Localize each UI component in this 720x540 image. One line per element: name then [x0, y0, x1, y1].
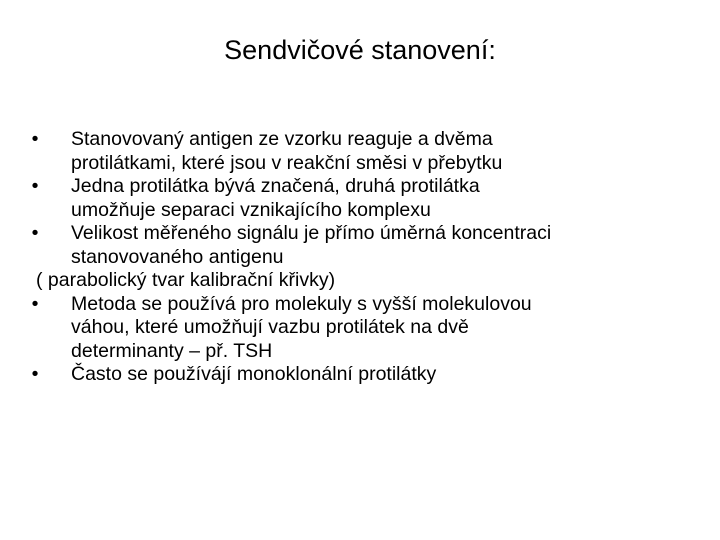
bullet-note: ( parabolický tvar kalibrační křivky): [36, 269, 336, 291]
bullet-line: determinanty – př. TSH: [71, 339, 273, 362]
bullet-icon: •: [31, 292, 39, 315]
bullet-line: Často se používájí monoklonální protilátky: [71, 363, 437, 385]
bullet-line: protilátkami, které jsou v reakční směsi v přebytku: [71, 151, 503, 174]
bullet-line: Velikost měřeného signálu je přímo úměrná koncentraci: [71, 222, 552, 244]
bullet-line: Stanovovaný antigen ze vzorku reaguje a dvěma: [71, 128, 493, 150]
bullet-icon: •: [31, 222, 39, 244]
bullet-item: [28, 175, 708, 222]
bullet-item: [28, 128, 708, 175]
bullet-item: [28, 222, 708, 293]
bullet-line: Metoda se používá pro molekuly s vyšší molekulovou: [71, 292, 532, 315]
bullet-icon: •: [31, 128, 39, 150]
slide-title: Sendvičové stanovení:: [224, 35, 496, 65]
bullet-list: [28, 128, 708, 387]
bullet-line: umožňuje separaci vznikajícího komplexu: [71, 198, 431, 221]
bullet-line: stanovovaného antigenu: [71, 245, 284, 268]
bullet-line: Jedna protilátka bývá značená, druhá protilátka: [71, 175, 480, 197]
bullet-icon: •: [31, 363, 39, 385]
bullet-item: [28, 363, 708, 387]
bullet-icon: •: [31, 175, 39, 197]
bullet-line: váhou, které umožňují vazbu protilátek na dvě: [71, 316, 469, 338]
bullet-item: [28, 293, 708, 364]
